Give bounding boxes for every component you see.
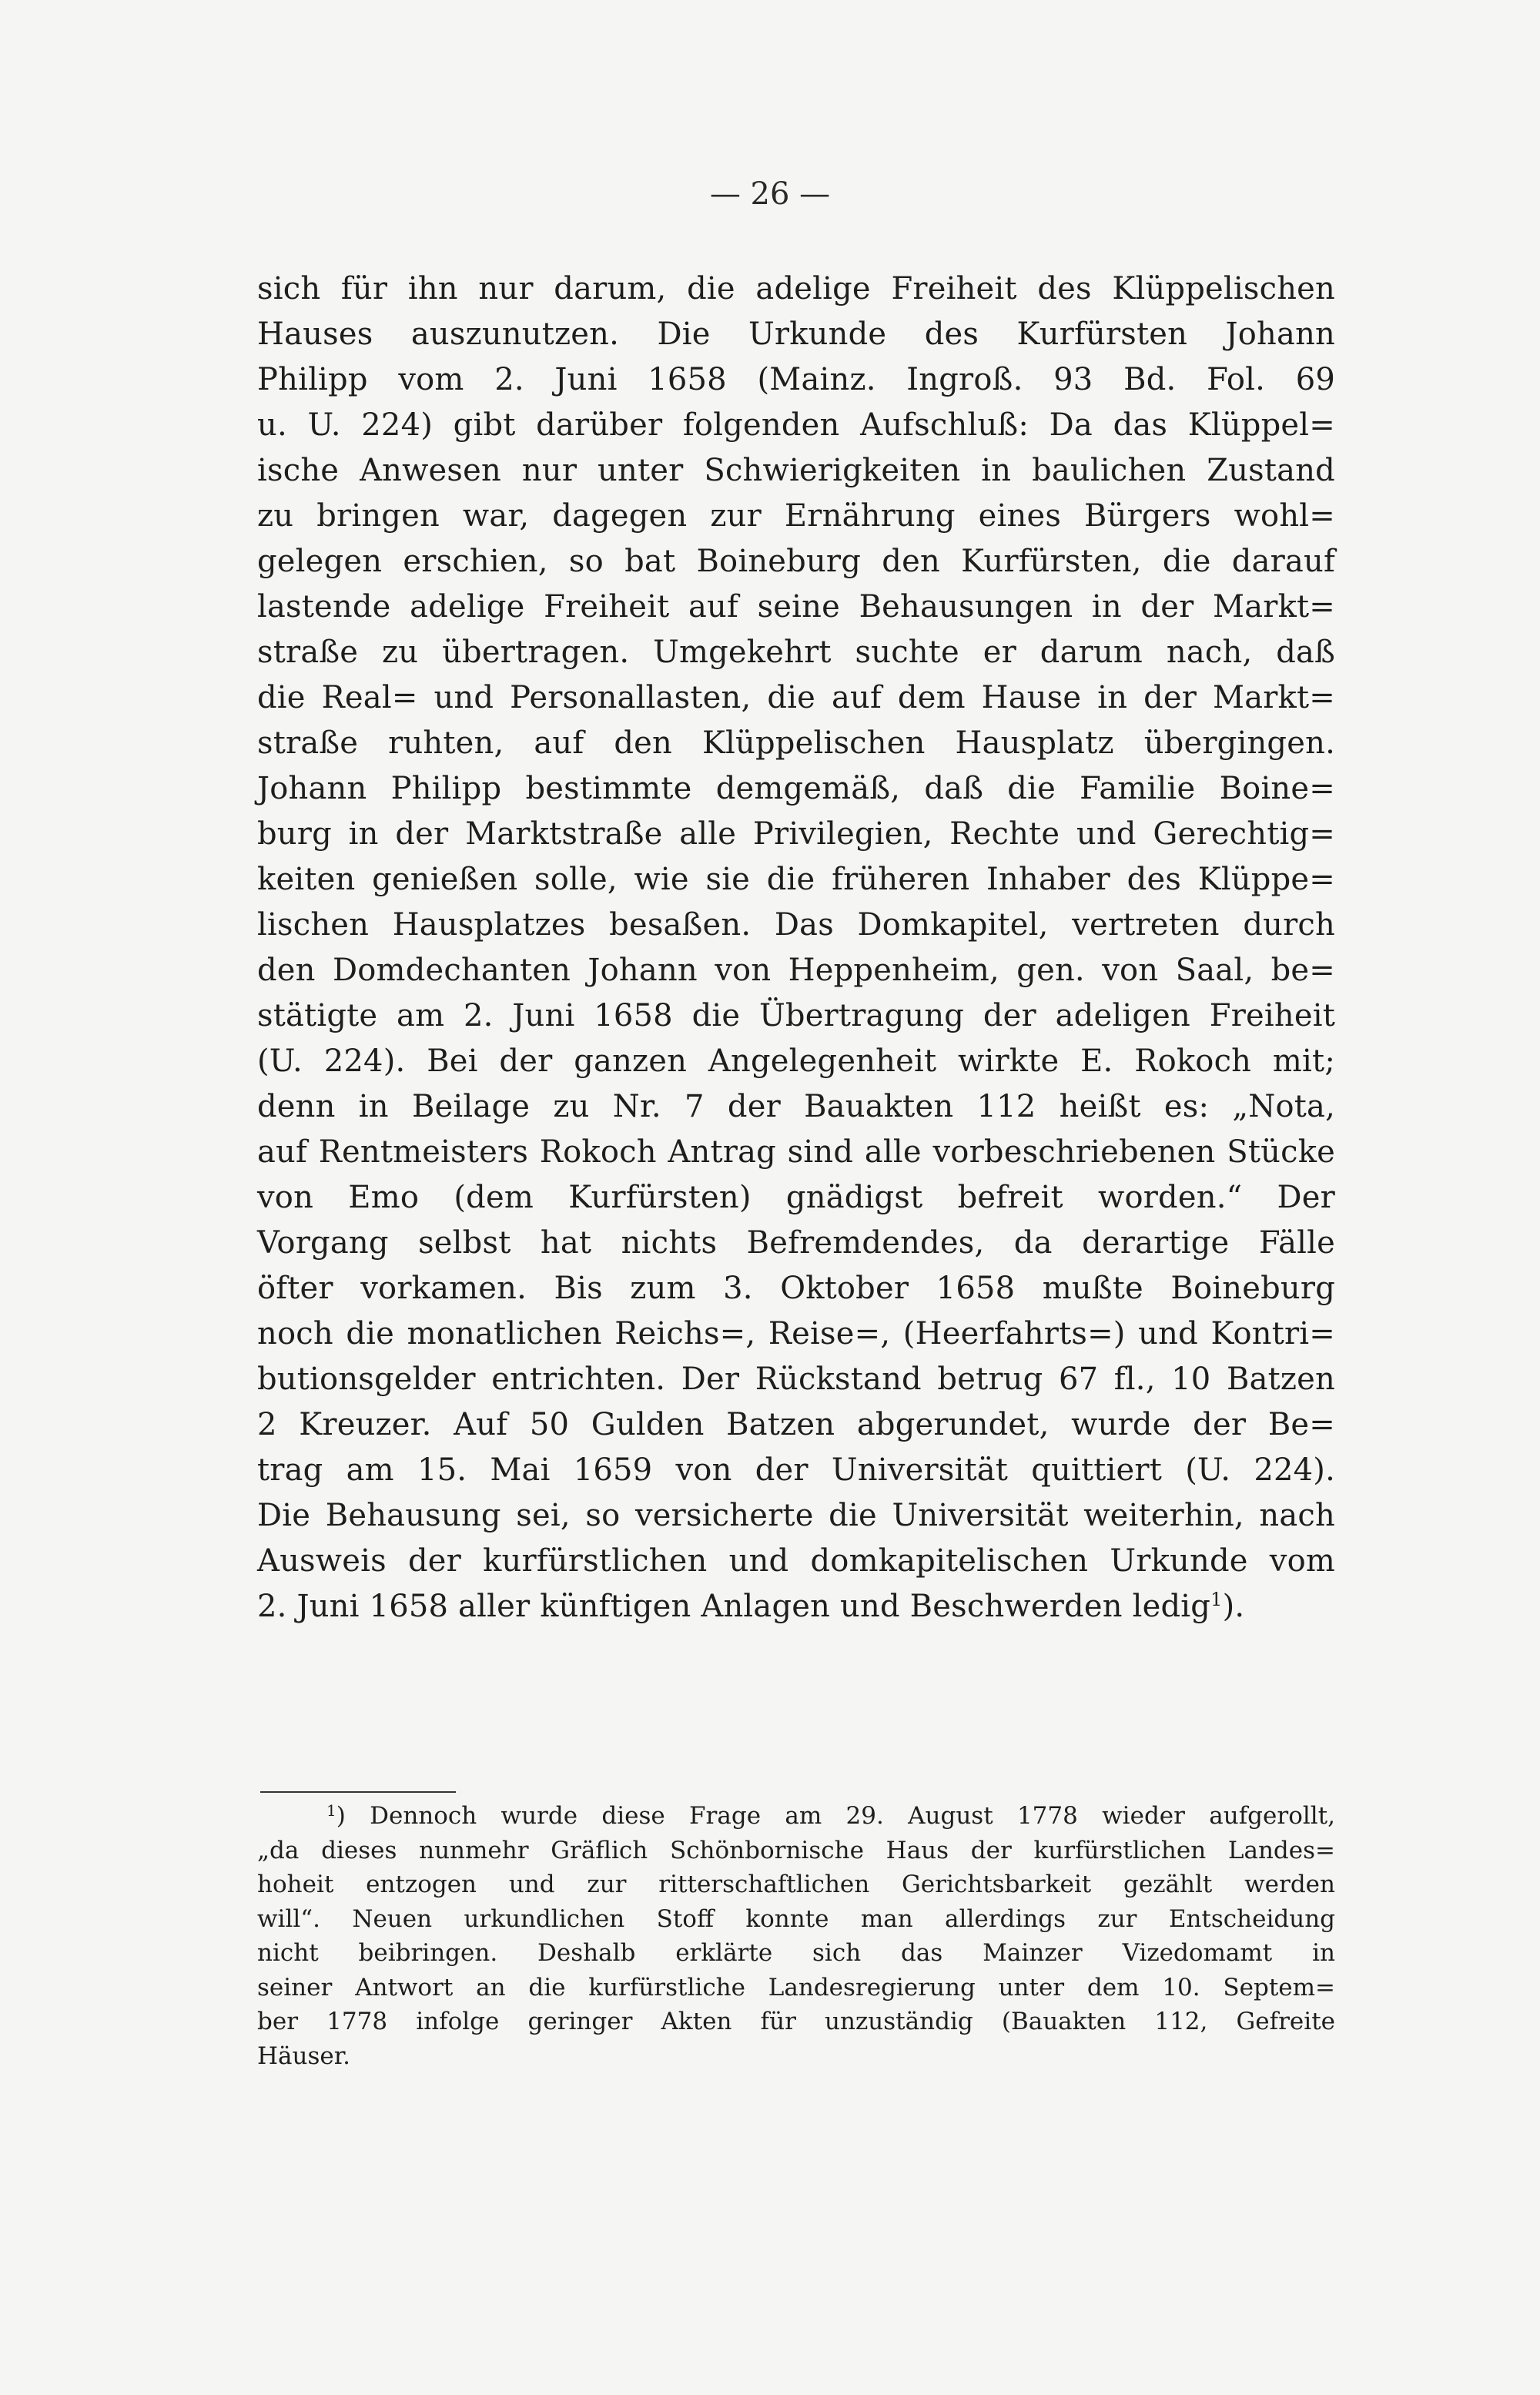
footnote-divider: [260, 1791, 456, 1793]
text-line: auf Rentmeisters Rokoch Antrag sind alle vorbeschriebenen Stücke: [257, 1134, 1335, 1170]
text-line: ische Anwesen nur unter Schwierigkeiten in baulichen Zustand: [257, 453, 1335, 488]
text-line: Hauses auszunutzen. Die Urkunde des Kurfürsten Johann: [257, 317, 1335, 352]
text-line: Vorgang selbst hat nichts Befremdendes, da derartige Fälle: [257, 1225, 1335, 1261]
text-line: trag am 15. Mai 1659 von der Universität quittiert (U. 224).: [257, 1452, 1335, 1488]
text-line: von Emo (dem Kurfürsten) gnädigst befreit worden.“ Der: [257, 1180, 1335, 1215]
text-line: straße zu übertragen. Umgekehrt suchte er darum nach, daß: [257, 635, 1335, 670]
text-line: öfter vorkamen. Bis zum 3. Oktober 1658 mußte Boineburg: [257, 1271, 1335, 1306]
text-line: sich für ihn nur darum, die adelige Freiheit des Klüppelischen: [257, 271, 1335, 306]
footnote-block: [257, 1799, 1335, 2073]
text-line: lischen Hausplatzes besaßen. Das Domkapitel, vertreten durch: [257, 907, 1335, 943]
footnote-line: hoheit entzogen und zur ritterschaftlichen Gerichtsbarkeit gezählt werden: [257, 1871, 1335, 1898]
text-line-content: 2. Juni 1658 aller künftigen Anlagen und Beschwerden ledig: [257, 1589, 1211, 1624]
text-line-tail: ).: [1222, 1589, 1245, 1624]
text-line: burg in der Marktstraße alle Privilegien, Rechte und Gerechtig=: [257, 816, 1335, 852]
footnote-line-content: ) Dennoch wurde diese Frage am 29. August 1778 wieder aufgerollt,: [336, 1802, 1335, 1830]
text-line: lastende adelige Freiheit auf seine Behausungen in der Markt=: [257, 589, 1335, 625]
footnote-line: Häuser.: [257, 2042, 351, 2070]
text-line: denn in Beilage zu Nr. 7 der Bauakten 112 heißt es: „Nota,: [257, 1089, 1335, 1124]
text-line: straße ruhten, auf den Klüppelischen Hausplatz übergingen.: [257, 725, 1335, 761]
text-line: 2 Kreuzer. Auf 50 Gulden Batzen abgerundet, wurde der Be=: [257, 1407, 1335, 1442]
text-line: u. U. 224) gibt darüber folgenden Aufschluß: Da das Klüppel=: [257, 407, 1335, 443]
main-text: [257, 266, 1335, 1630]
footnote-line: seiner Antwort an die kurfürstliche Landesregierung unter dem 10. Septem=: [257, 1973, 1335, 2001]
page-number: — 26 —: [709, 176, 831, 212]
text-line: die Real= und Personallasten, die auf dem Hause in der Markt=: [257, 680, 1335, 715]
footnote-line: nicht beibringen. Deshalb erklärte sich das Mainzer Vizedomamt in: [257, 1939, 1335, 1967]
footnote-line-first: [257, 1799, 1335, 1834]
footnote-marker: 1: [326, 1801, 336, 1820]
text-line: Philipp vom 2. Juni 1658 (Mainz. Ingroß. 93 Bd. Fol. 69: [257, 362, 1335, 397]
text-line: Johann Philipp bestimmte demgemäß, daß die Familie Boine=: [257, 771, 1335, 806]
text-line-last: [257, 1584, 1335, 1630]
text-line: Die Behausung sei, so versicherte die Universität weiterhin, nach: [257, 1498, 1335, 1533]
text-line: zu bringen war, dagegen zur Ernährung eines Bürgers wohl=: [257, 498, 1335, 534]
text-line: Ausweis der kurfürstlichen und domkapitelischen Urkunde vom: [257, 1543, 1335, 1579]
footnote-line: will“. Neuen urkundlichen Stoff konnte man allerdings zur Entscheidung: [257, 1904, 1335, 1933]
text-line: stätigte am 2. Juni 1658 die Übertragung der adeligen Freiheit: [257, 998, 1335, 1033]
text-line: butionsgelder entrichten. Der Rückstand betrug 67 fl., 10 Batzen: [257, 1362, 1335, 1397]
text-line: gelegen erschien, so bat Boineburg den Kurfürsten, die darauf: [257, 544, 1335, 579]
footnote-line: „da dieses nunmehr Gräflich Schönbornische Haus der kurfürstlichen Landes=: [257, 1836, 1335, 1864]
footnote-reference: 1: [1210, 1589, 1223, 1610]
footnote-line: ber 1778 infolge geringer Akten für unzuständig (Bauakten 112, Gefreite: [257, 2008, 1335, 2035]
text-line: keiten genießen solle, wie sie die früheren Inhaber des Klüppe=: [257, 862, 1335, 897]
text-line: noch die monatlichen Reichs=, Reise=, (Heerfahrts=) und Kontri=: [257, 1316, 1335, 1352]
text-line: den Domdechanten Johann von Heppenheim, gen. von Saal, be=: [257, 953, 1335, 988]
text-line: (U. 224). Bei der ganzen Angelegenheit wirkte E. Rokoch mit;: [257, 1043, 1335, 1079]
